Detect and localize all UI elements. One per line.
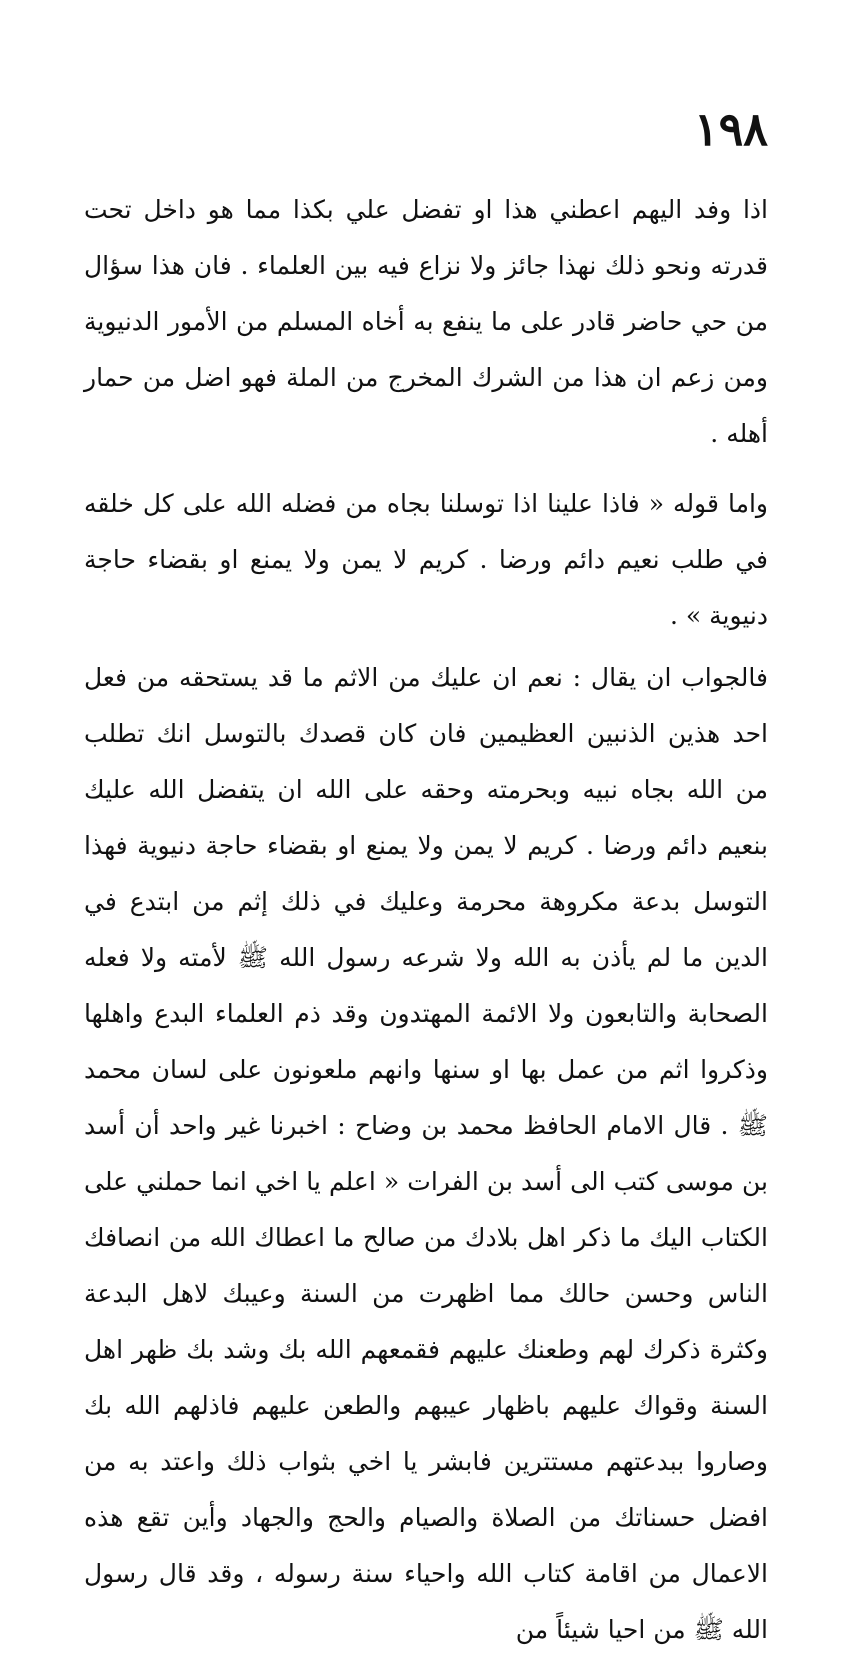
page-number: ١٩٨ <box>693 102 768 156</box>
body-text <box>84 182 768 1658</box>
paragraph-2: واما قوله « فاذا علينا اذا توسلنا بجاه من فضله الله على كل خلقه في طلب نعيم دائم ورضا . كريم لا يمن ولا يمنع او بقضاء حاجة دنيوية » . <box>84 489 768 630</box>
paragraph-1: اذا وفد اليهم اعطني هذا او تفضل علي بكذا مما هو داخل تحت قدرته ونحو ذلك نهذا جائز ولا نزاع فيه بين العلماء . فان هذا سؤال من حي حاضر قادر على ما ينفع به أخاه المسلم من الأمور الدنيوية ومن زعم ان هذا من الشرك المخرج من الملة فهو اضل من حمار أهله . <box>84 195 768 448</box>
paragraph-3: فالجواب ان يقال : نعم ان عليك من الاثم ما قد يستحقه من فعل احد هذين الذنبين العظيمين فان كان قصدك بالتوسل انك تطلب من الله بجاه نبيه وبحرمته وحقه على الله ان يتفضل الله عليك بنعيم دائم ورضا . كريم لا يمن ولا يمنع او بقضاء حاجة دنيوية فهذا التوسل بدعة مكروهة محرمة وعليك في ذلك إثم من ابتدع في الدين ما لم يأذن به الله ولا شرعه رسول الله ﷺ لأمته ولا فعله الصحابة والتابعون ولا الائمة المهتدون وقد ذم العلماء البدع واهلها وذكروا اثم من عمل بها او سنها وانهم ملعونون على لسان محمد ﷺ . قال الامام الحافظ محمد بن وضاح : اخبرنا غير واحد أن أسد بن موسى كتب الى أسد بن الفرات « اعلم يا اخي انما حملني على الكتاب اليك ما ذكر اهل بلادك من صالح ما اعطاك الله من انصافك الناس وحسن حالك مما اظهرت من السنة وعيبك لاهل البدعة وكثرة ذكرك لهم وطعنك عليهم فقمعهم الله بك وشد بك ظهر اهل السنة وقواك عليهم باظهار عيبهم والطعن عليهم فاذلهم الله بك وصاروا ببدعتهم مستترين فابشر يا اخي بثواب ذلك واعتد به من افضل حسناتك من الصلاة والصيام والحج والجهاد وأين تقع هذه الاعمال من اقامة كتاب الله واحياء سنة رسوله ، وقد قال رسول الله ﷺ من احيا شيئاً من <box>84 663 768 1644</box>
